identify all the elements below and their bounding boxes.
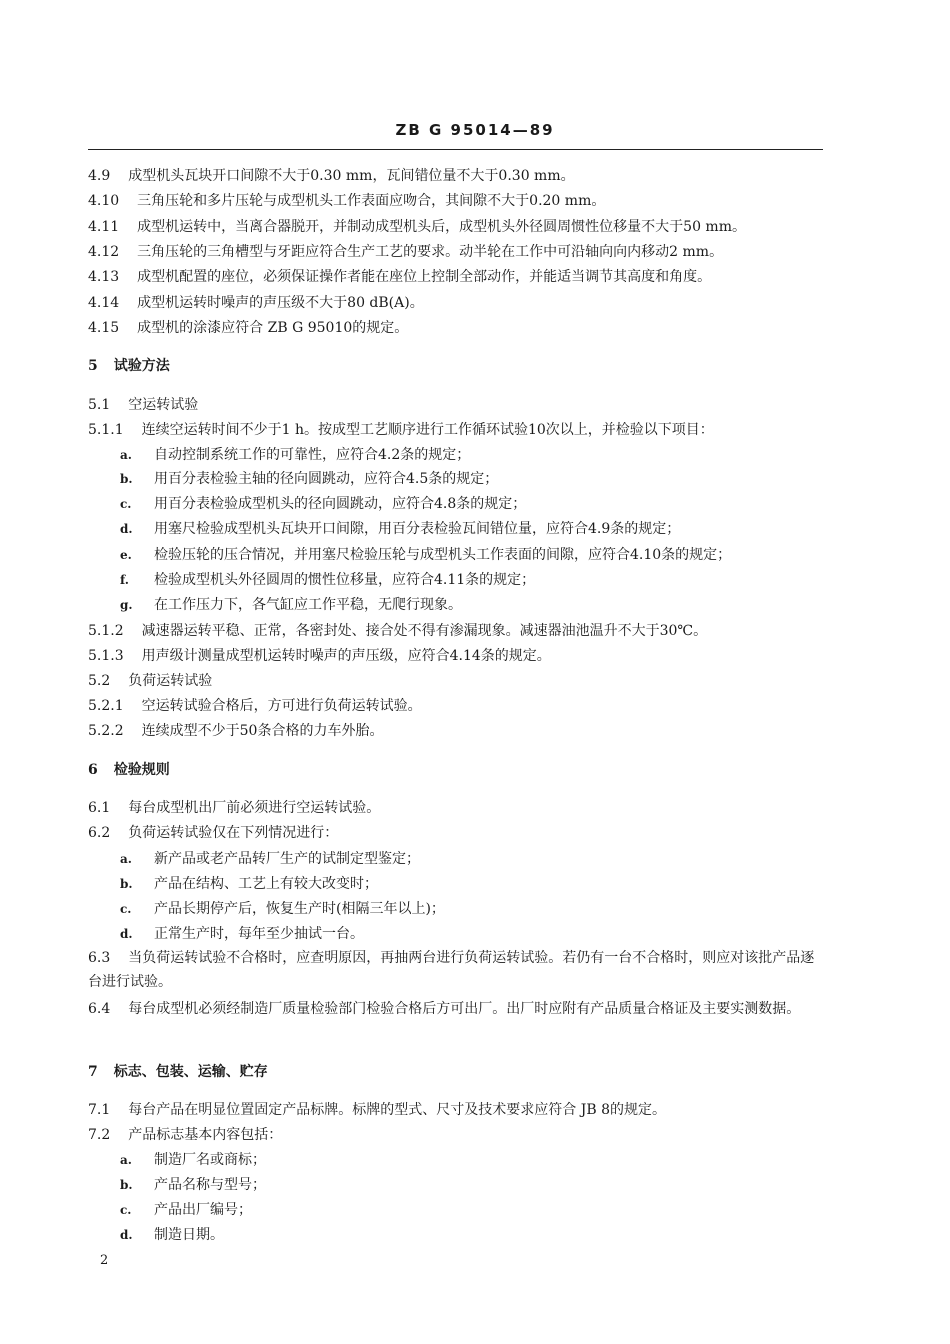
clause-5-2-2: 5.2.2 连续成型不少于50条合格的力车外胎。 (88, 723, 384, 739)
clause-4-13: 4.13 成型机配置的座位，必须保证操作者能在座位上控制全部动作，并能适当调节其高度和角度。 (88, 269, 712, 285)
list-item-5-1-1-b: b. 用百分表检验主轴的径向圆跳动，应符合4.5条的规定； (120, 471, 499, 487)
list-item-7-2-d: d. 制造日期。 (120, 1227, 224, 1243)
clause-6-3: 6.3 当负荷运转试验不合格时，应查明原因，再抽两台进行负荷运转试验。若仍有一台不合格时，则应对该批产品逐台进行试验。 (88, 950, 815, 990)
list-item-6-2-a: a. 新产品或老产品转厂生产的试制定型鉴定； (120, 851, 420, 867)
list-item-5-1-1-e: e. 检验压轮的压合情况，并用塞尺检验压轮与成型机头工作表面的间隙，应符合4.10条的规定； (120, 547, 732, 563)
list-item-5-1-1-g: g. 在工作压力下，各气缸应工作平稳，无爬行现象。 (120, 597, 462, 613)
section-5-heading: 5 试验方法 (88, 358, 170, 374)
clause-5-1-2: 5.1.2 减速器运转平稳、正常，各密封处、接合处不得有渗漏现象。减速器油池温升不大于30℃。 (88, 623, 708, 639)
clause-5-2-1: 5.2.1 空运转试验合格后，方可进行负荷运转试验。 (88, 698, 422, 714)
list-item-6-2-b: b. 产品在结构、工艺上有较大改变时； (120, 876, 378, 892)
list-item-5-1-1-c: c. 用百分表检验成型机头的径向圆跳动，应符合4.8条的规定； (120, 496, 527, 512)
clause-4-12: 4.12 三角压轮的三角槽型与牙距应符合生产工艺的要求。动半轮在工作中可沿轴向向内移动2 mm。 (88, 244, 724, 260)
clause-4-9: 4.9 成型机头瓦块开口间隙不大于0.30 mm，瓦间错位量不大于0.30 mm。 (88, 168, 575, 184)
clause-7-2: 7.2 产品标志基本内容包括： (88, 1127, 283, 1143)
list-item-5-1-1-d: d. 用塞尺检验成型机头瓦块开口间隙，用百分表检验瓦间错位量，应符合4.9条的规定； (120, 521, 681, 537)
clause-6-2: 6.2 负荷运转试验仅在下列情况进行： (88, 825, 339, 841)
clause-4-10: 4.10 三角压轮和多片压轮与成型机头工作表面应吻合，其间隙不大于0.20 mm。 (88, 193, 606, 209)
list-item-6-2-c: c. 产品长期停产后，恢复生产时(相隔三年以上)； (120, 901, 445, 917)
list-item-6-2-d: d. 正常生产时，每年至少抽试一台。 (120, 926, 364, 942)
clause-4-14: 4.14 成型机运转时噪声的声压级不大于80 dB(A)。 (88, 295, 424, 311)
clause-6-1: 6.1 每台成型机出厂前必须进行空运转试验。 (88, 800, 381, 816)
list-item-7-2-c: c. 产品出厂编号； (120, 1202, 252, 1218)
clause-7-1: 7.1 每台产品在明显位置固定产品标牌。标牌的型式、尺寸及技术要求应符合 JB 8的规定。 (88, 1102, 666, 1118)
clause-5-1-1: 5.1.1 连续空运转时间不少于1 h。按成型工艺顺序进行工作循环试验10次以上，并检验以下项目： (88, 422, 714, 438)
clause-4-15: 4.15 成型机的涂漆应符合 ZB G 95010的规定。 (88, 320, 409, 336)
clause-6-4: 6.4 每台成型机必须经制造厂质量检验部门检验合格后方可出厂。出厂时应附有产品质量合格证及主要实测数据。 (88, 1001, 801, 1017)
list-item-7-2-a: a. 制造厂名或商标； (120, 1152, 266, 1168)
list-item-5-1-1-a: a. 自动控制系统工作的可靠性，应符合4.2条的规定； (120, 447, 471, 463)
page-number: 2 (100, 1253, 109, 1268)
list-item-7-2-b: b. 产品名称与型号； (120, 1177, 266, 1193)
header-rule (88, 149, 823, 150)
clause-5-1: 5.1 空运转试验 (88, 397, 199, 413)
clause-5-2: 5.2 负荷运转试验 (88, 673, 213, 689)
clause-4-11: 4.11 成型机运转中，当离合器脱开，并制动成型机头后，成型机头外径圆周惯性位移量不大于50 mm。 (88, 219, 746, 235)
section-7-heading: 7 标志、包装、运输、贮存 (88, 1064, 268, 1080)
list-item-5-1-1-f: f. 检验成型机头外径圆周的惯性位移量，应符合4.11条的规定； (120, 572, 536, 588)
section-6-heading: 6 检验规则 (88, 762, 170, 778)
standard-header: ZB G 95014—89 (395, 121, 555, 139)
clause-5-1-3: 5.1.3 用声级计测量成型机运转时噪声的声压级，应符合4.14条的规定。 (88, 648, 551, 664)
